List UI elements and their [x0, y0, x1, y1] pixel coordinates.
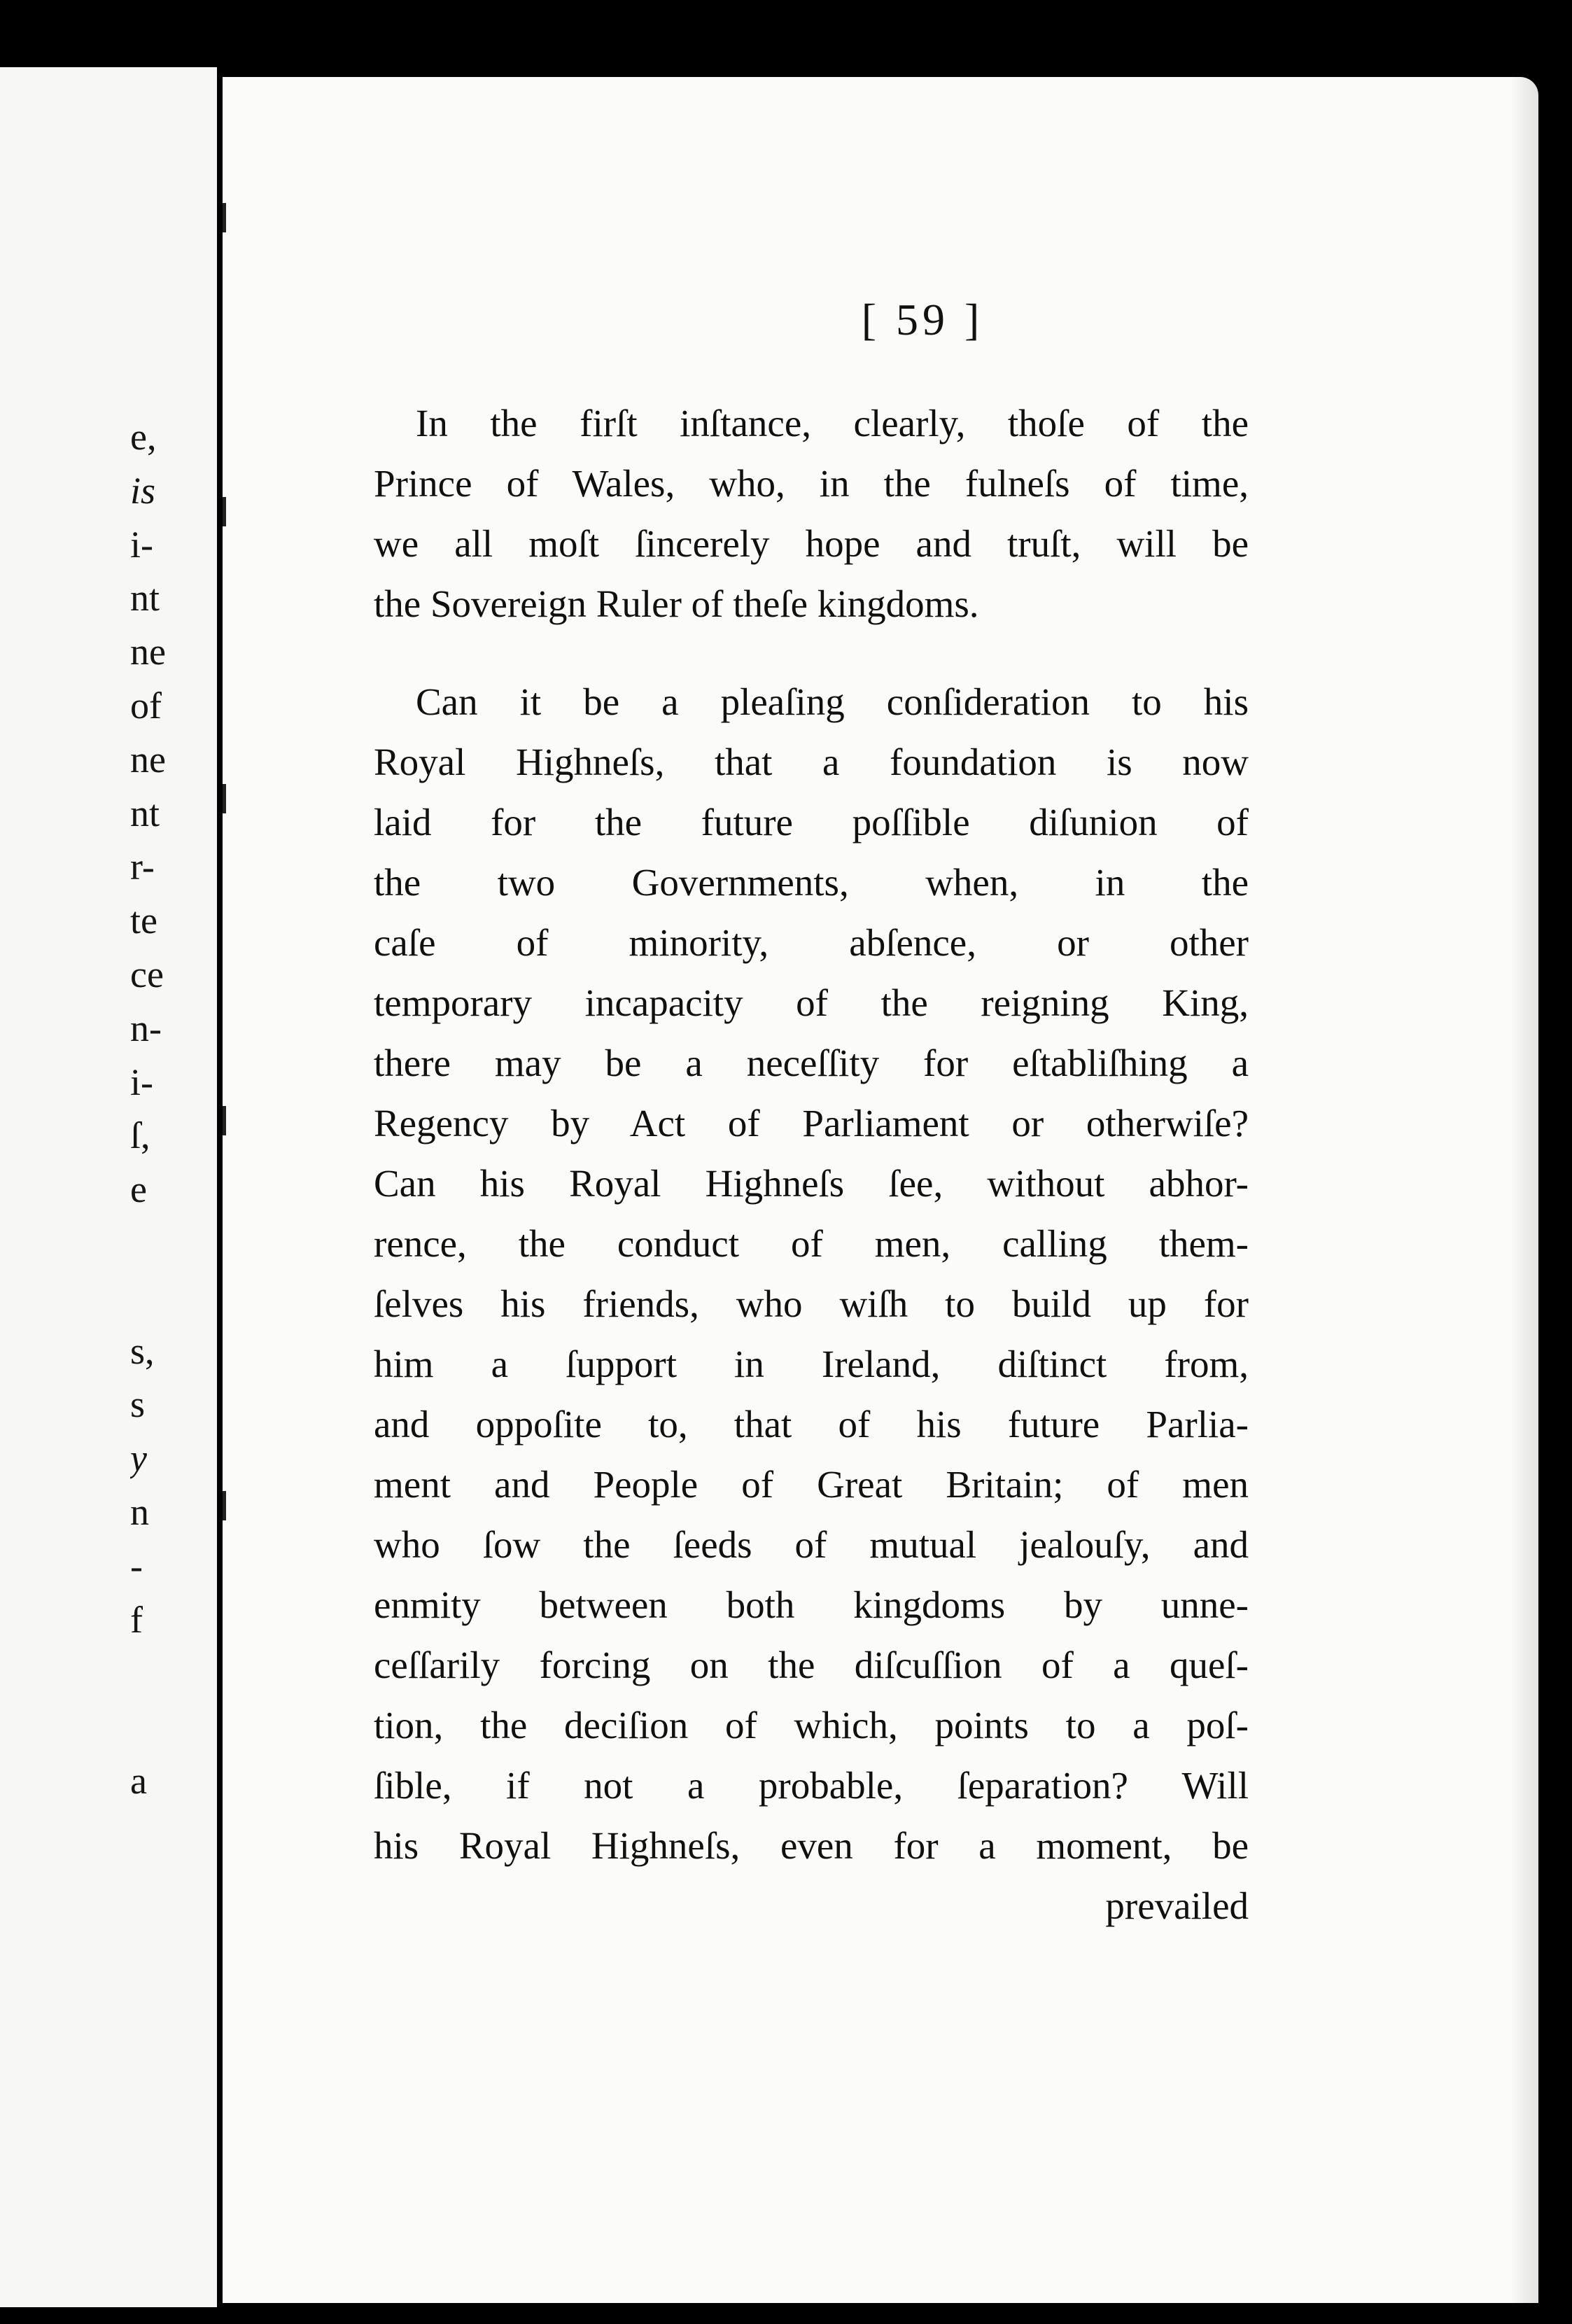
left-fragment: e,	[130, 416, 157, 458]
page-edge-shadow	[1510, 77, 1538, 2303]
text-line: temporary incapacity of the reigning King,	[374, 981, 1249, 1024]
left-fragment: i-	[130, 1060, 153, 1103]
gutter-mark	[223, 203, 226, 232]
left-fragment: i-	[130, 523, 153, 566]
text-line: we all moſt ſincerely hope and truſt, will be	[374, 522, 1249, 565]
left-fragment: nt	[130, 792, 160, 834]
left-fragment	[130, 1217, 207, 1270]
text-line: the two Governments, when, in the	[374, 861, 1249, 904]
left-fragment: -	[130, 1544, 143, 1587]
text-line: Royal Highneſs, that a foundation is now	[374, 741, 1249, 783]
text-line: ſible, if not a probable, ſeparation? Will	[374, 1764, 1249, 1807]
left-fragment: n-	[130, 1007, 162, 1049]
left-fragment: te	[130, 899, 157, 942]
right-page	[223, 77, 1538, 2303]
text-line: Regency by Act of Parliament or otherwiſe?	[374, 1102, 1249, 1144]
text-line: ſelves his friends, who wiſh to build up for	[374, 1282, 1249, 1325]
left-fragment: ce	[130, 953, 164, 995]
text-line: ceſſarily forcing on the diſcuſſion of a queſ-	[374, 1644, 1249, 1686]
text-line: who ſow the ſeeds of mutual jealouſy, and	[374, 1523, 1249, 1566]
text-line: there may be a neceſſity for eſtabliſhing a	[374, 1042, 1249, 1084]
left-page	[0, 67, 217, 2307]
left-fragment: n	[130, 1490, 149, 1533]
text-line: Prince of Wales, who, in the fulneſs of time,	[374, 462, 1249, 505]
page-number-header: [ 59 ]	[861, 295, 984, 344]
left-fragment: ne	[130, 631, 166, 673]
body-text	[374, 393, 1249, 1936]
text-line: his Royal Highneſs, even for a moment, be	[374, 1824, 1249, 1867]
gutter-mark	[223, 1491, 226, 1520]
text-line: the Sovereign Ruler of theſe kingdoms.	[374, 582, 979, 625]
text-line: enmity between both kingdoms by unne-	[374, 1583, 1249, 1626]
catchword: prevailed	[1105, 1884, 1249, 1927]
paragraph-2	[374, 672, 1249, 1876]
text-line: In the firſt inſtance, clearly, thoſe of the	[416, 402, 1249, 444]
gutter-mark	[223, 1106, 226, 1135]
paragraph-gap	[374, 634, 1249, 672]
left-fragment: y	[130, 1437, 147, 1480]
paragraph-1	[374, 393, 1249, 634]
text-line: tion, the deciſion of which, points to a poſ-	[374, 1704, 1249, 1746]
left-page-margin-text	[130, 410, 207, 1808]
left-fragment: a	[130, 1759, 147, 1802]
left-fragment: of	[130, 684, 162, 727]
left-fragment: r-	[130, 846, 155, 888]
text-line: laid for the future poſſible diſunion of	[374, 801, 1249, 844]
gutter-mark	[223, 784, 226, 813]
left-fragment: f	[130, 1598, 143, 1641]
text-line: and oppoſite to, that of his future Parlia-	[374, 1403, 1249, 1446]
left-fragment: s,	[130, 1329, 155, 1372]
left-fragment	[130, 1646, 207, 1700]
left-fragment	[130, 1270, 207, 1324]
text-line: Can his Royal Highneſs ſee, without abhor-	[374, 1162, 1249, 1205]
left-fragment: s	[130, 1383, 146, 1426]
text-line: rence, the conduct of men, calling them-	[374, 1222, 1249, 1265]
left-fragment: ſ,	[130, 1114, 150, 1157]
text-line: caſe of minority, abſence, or other	[374, 921, 1249, 964]
left-fragment: nt	[130, 577, 160, 620]
left-fragment: is	[130, 469, 156, 512]
text-line: him a ſupport in Ireland, diſtinct from,	[374, 1343, 1249, 1385]
left-fragment	[130, 1700, 207, 1754]
text-line: ment and People of Great Britain; of men	[374, 1463, 1249, 1506]
gutter-mark	[223, 497, 226, 526]
left-fragment: ne	[130, 738, 166, 780]
left-fragment: e	[130, 1168, 147, 1211]
text-line: Can it be a pleaſing conſideration to his	[416, 680, 1249, 723]
